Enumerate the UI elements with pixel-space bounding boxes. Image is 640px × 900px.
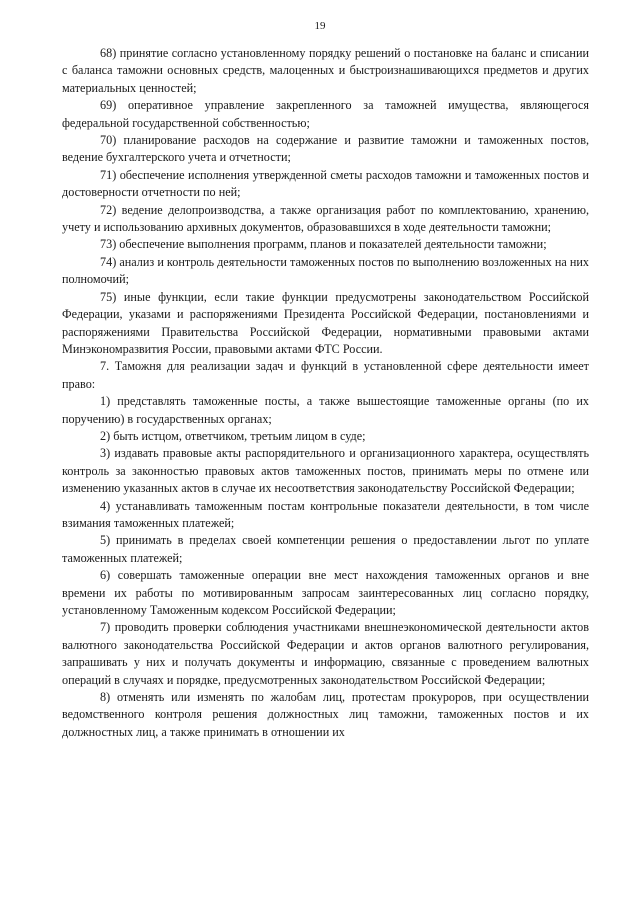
- right-item-8: 8) отменять или изменять по жалобам лиц, протестам прокуроров, при осуществлении ведомственного контроля решения должностных лиц таможни, таможенных постов и их должностных лиц, а также принимать в отношении их: [62, 690, 589, 739]
- paragraph-item-74: 74) анализ и контроль деятельности таможенных постов по выполнению возложенных на них полномочий;: [62, 254, 589, 287]
- document-body: [62, 45, 589, 741]
- paragraph-item-72: 72) ведение делопроизводства, а также организация работ по комплектованию, хранению, учету и использованию архивных документов, образовавшихся в ходе деятельности таможни;: [62, 202, 589, 235]
- right-item-6: 6) совершать таможенные операции вне мест нахождения таможенных органов и вне времени их работы по мотивированным запросам заинтересованных лиц согласно порядку, установленному Таможенным кодексом Российской Федерации;: [62, 568, 589, 617]
- paragraph-item-71: 71) обеспечение исполнения утвержденной сметы расходов таможни и таможенных постов и достоверности отчетности по ней;: [62, 167, 589, 200]
- paragraph-item-75: 75) иные функции, если такие функции предусмотрены законодательством Российской Федерации, указами и распоряжениями Президента Российской Федерации, постановлениями и распоряжениями Правительства Российской Федерации, нормативными правовыми актами Минэкономразвития России, правовыми актами ФТС России.: [62, 289, 589, 356]
- page-number: 19: [314, 20, 326, 32]
- paragraph-item-68: 68) принятие согласно установленному порядку решений о постановке на баланс и списании с баланса таможни основных средств, малоценных и быстроизнашивающихся предметов и других материальных ценностей;: [62, 46, 589, 95]
- right-item-4: 4) устанавливать таможенным постам контрольные показатели деятельности, в том числе взимания таможенных платежей;: [62, 498, 589, 530]
- right-item-5: 5) принимать в пределах своей компетенции решения о предоставлении льгот по уплате таможенных платежей;: [62, 533, 589, 565]
- right-item-1: 1) представлять таможенные посты, а также вышестоящие таможенные органы (по их поручению) в государственных органах;: [62, 394, 589, 426]
- paragraph-item-69: 69) оперативное управление закрепленного за таможней имущества, являющегося федеральной государственной собственностью;: [62, 98, 589, 130]
- paragraph-item-70: 70) планирование расходов на содержание и развитие таможни и таможенных постов, ведение бухгалтерского учета и отчетности;: [62, 133, 589, 165]
- right-item-3: 3) издавать правовые акты распорядительного и организационного характера, осуществлять контроль за законностью правовых актов таможенных постов, принимать меры по отмене или изменению указанных актов в случае их несоответствия законодательству Российской Федерации;: [62, 446, 589, 496]
- right-item-7: 7) проводить проверки соблюдения участниками внешнеэкономической деятельности актов валютного законодательства Российской Федерации и актов органов валютного регулирования, запрашивать у них и получать документы и информацию, связанные с проведением валютных операций в случаях и порядке, предусмотренных законодательством Российской Федерации;: [62, 620, 589, 687]
- section-7-heading: 7. Таможня для реализации задач и функций в установленной сфере деятельности имеет право:: [62, 359, 589, 391]
- paragraph-item-73: 73) обеспечение выполнения программ, планов и показателей деятельности таможни;: [100, 237, 547, 252]
- right-item-2: 2) быть истцом, ответчиком, третьим лицом в суде;: [100, 428, 366, 443]
